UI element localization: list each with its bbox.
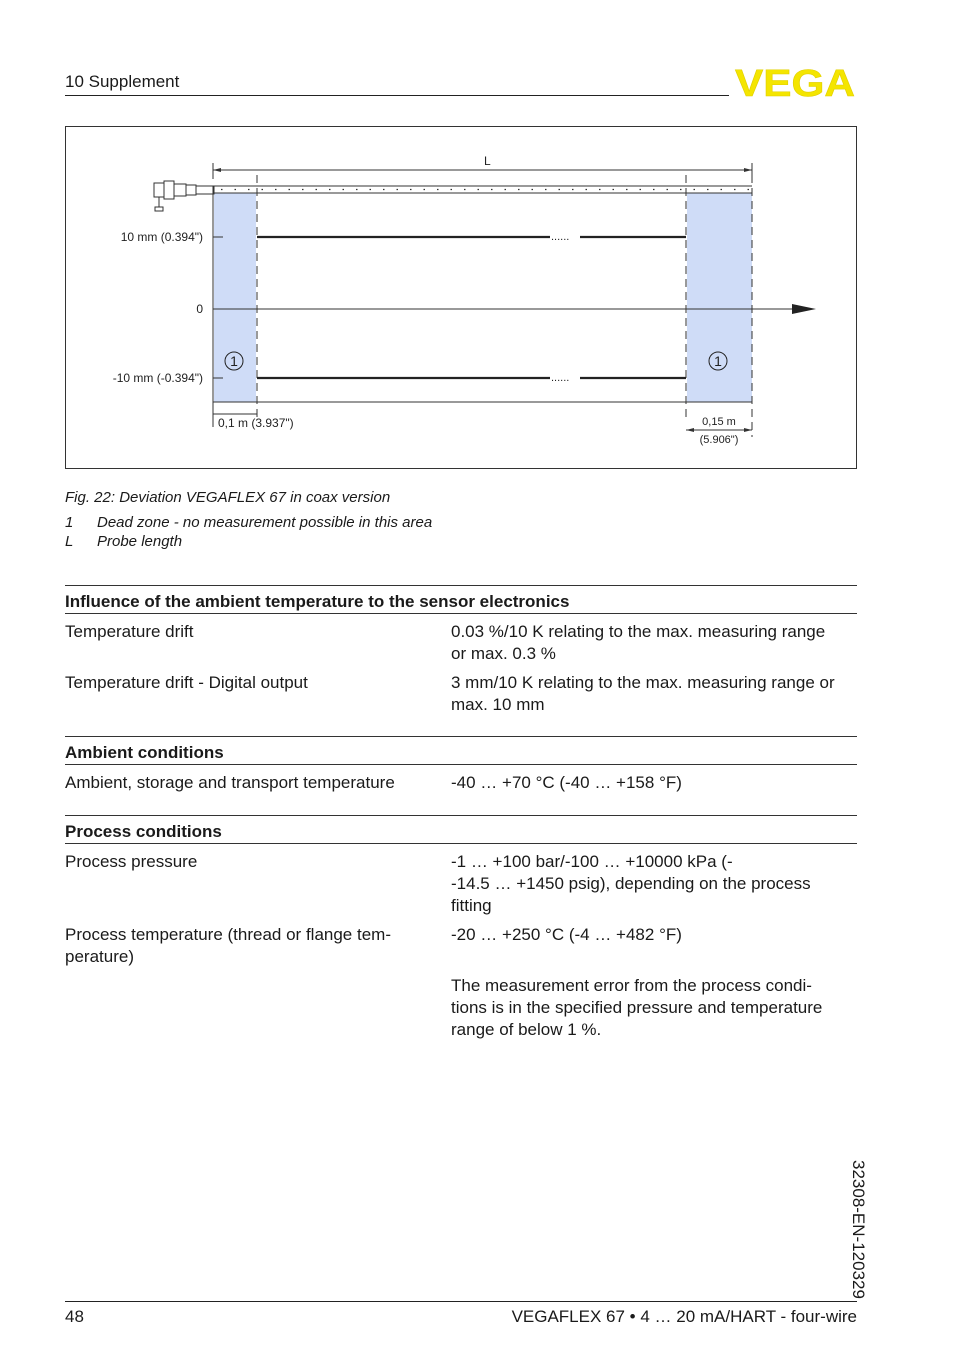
section-title: Process conditions	[65, 822, 222, 841]
footer-rule	[65, 1301, 857, 1302]
legend-item: 1 Dead zone - no measurement possible in this area	[65, 514, 433, 531]
running-header: 10 Supplement	[65, 72, 180, 91]
svg-text:1: 1	[230, 353, 238, 369]
section-title: Ambient conditions	[65, 743, 224, 762]
dimension-right-m: 0,15 m	[702, 416, 736, 428]
logo-text: VEGA	[735, 64, 855, 100]
lower-dots: ......	[551, 372, 570, 384]
legend-item: L Probe length	[65, 533, 183, 550]
page-number: 48	[65, 1307, 84, 1326]
sensor-head-icon	[154, 181, 214, 211]
y-label-plus: 10 mm (0.394")	[120, 230, 203, 244]
section-ambient	[65, 736, 857, 765]
header-rule	[65, 95, 729, 96]
footer-product: VEGAFLEX 67 • 4 … 20 mA/HART - four-wire	[511, 1307, 857, 1326]
vega-logo	[733, 64, 859, 100]
y-label-zero: 0	[196, 302, 203, 316]
figure-caption: Fig. 22: Deviation VEGAFLEX 67 in coax version	[65, 489, 391, 506]
section-title: Influence of the ambient temperature to the sensor electronics	[65, 592, 570, 611]
document-number: 32308-EN-120329	[849, 1160, 868, 1299]
svg-text:1: 1	[714, 353, 722, 369]
section-process	[65, 815, 857, 844]
dimension-right-in: (5.906")	[699, 434, 739, 446]
upper-dots: ......	[551, 231, 570, 243]
section-temperature	[65, 585, 857, 614]
dead-zone-left	[214, 193, 256, 402]
label-L: L	[484, 154, 491, 168]
deviation-diagram	[66, 127, 856, 468]
dead-zone-right	[687, 193, 752, 402]
figure-frame	[65, 126, 857, 469]
y-label-minus: -10 mm (-0.394")	[112, 371, 203, 385]
dimension-left: 0,1 m (3.937")	[218, 416, 294, 430]
